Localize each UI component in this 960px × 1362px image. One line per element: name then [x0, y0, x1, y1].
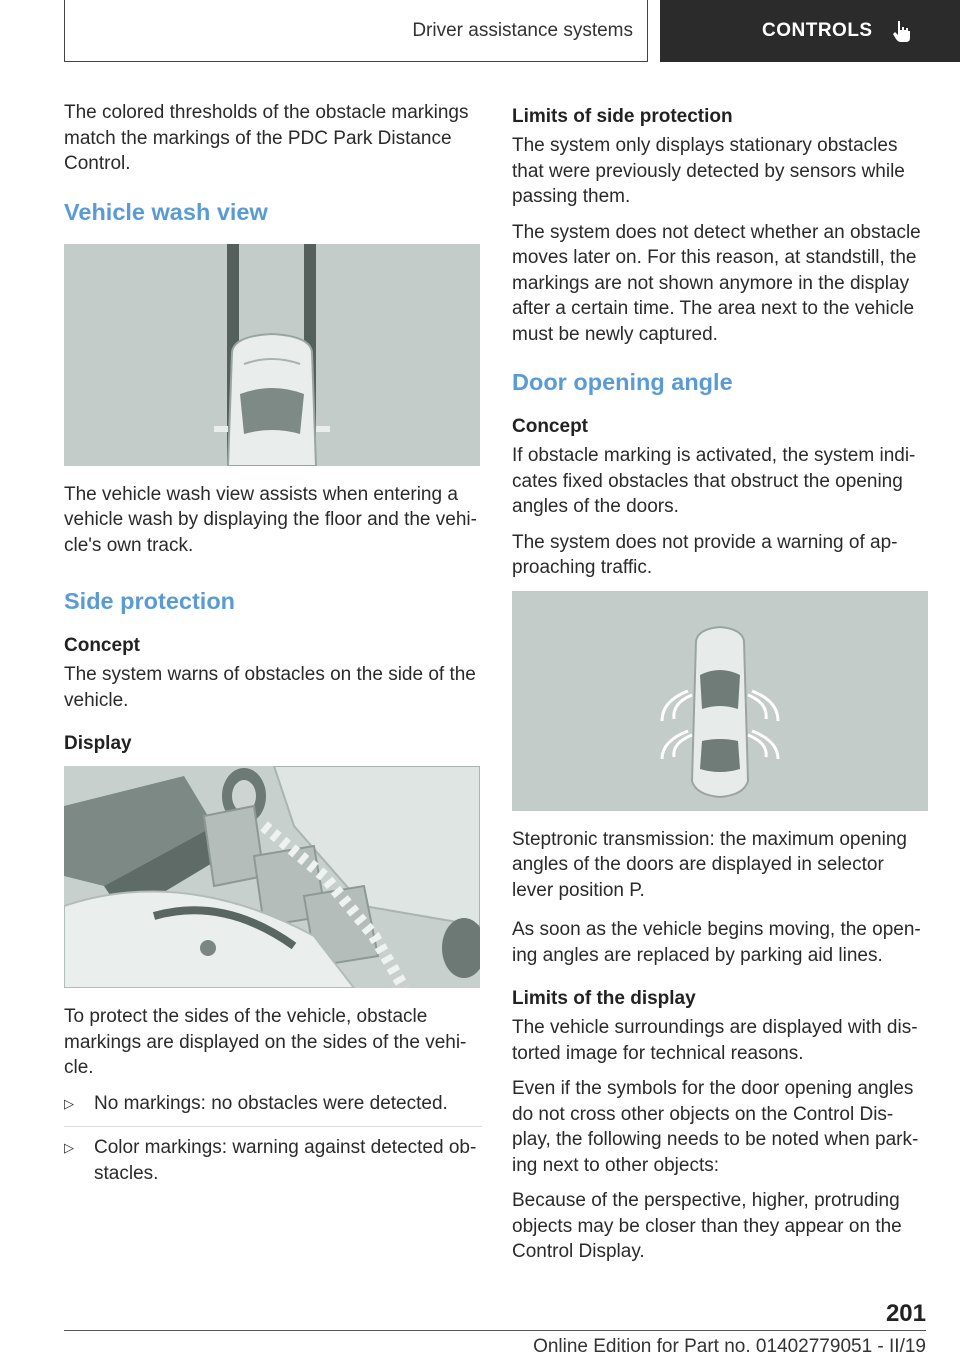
limits-display-p2: Even if the symbols for the door opening angles do not cross other objects on the Control Dis-play, the following needs to be noted when park-ing next to other objects: [512, 1078, 919, 1176]
list-item [64, 1091, 482, 1117]
triangle-bullet-icon: ▷ [64, 1095, 74, 1111]
page-number: 201 [885, 1300, 926, 1327]
vehicle-wash-figure [64, 244, 480, 466]
footer-rule [64, 1330, 926, 1331]
door-angle-figure [512, 591, 928, 811]
limits-p2: The system does not detect whether an obstacle moves later on. For this reason, at standstill, the markings are not shown anymore in the display after a certain time. The area next to the vehicle must be newly captured. [512, 221, 921, 345]
page-header [0, 0, 960, 66]
display-heading: Display [64, 733, 132, 754]
edition-text: Online Edition for Part no. 01402779051 - II/19 [533, 1336, 926, 1357]
bullet-text: Color markings: warning against detected ob-stacles. [94, 1137, 477, 1184]
list-item [64, 1126, 482, 1186]
side-protection-figure [64, 766, 480, 988]
limits-display-heading: Limits of the display [512, 988, 696, 1009]
limits-display-p1: The vehicle surroundings are displayed with dis-torted image for technical reasons. [512, 1017, 918, 1064]
door-opening-heading: Door opening angle [512, 369, 733, 395]
chapter-tab [660, 0, 960, 62]
limits-side-heading: Limits of side protection [512, 106, 733, 127]
door-concept-p2: The system does not provide a warning of ap-proaching traffic. [512, 531, 898, 578]
left-column [64, 100, 482, 1196]
marking-list [64, 1091, 482, 1187]
hand-pointer-icon [889, 18, 915, 44]
vehicle-wash-heading: Vehicle wash view [64, 198, 268, 225]
section-title: Driver assistance systems [64, 0, 648, 62]
triangle-bullet-icon: ▷ [64, 1140, 74, 1155]
door-concept-heading: Concept [512, 416, 588, 437]
concept-heading: Concept [64, 635, 140, 656]
moving-text: As soon as the vehicle begins moving, the open-ing angles are replaced by parking aid lines. [512, 919, 921, 966]
limits-display-p3: Because of the perspective, higher, protruding objects may be closer than they appear on the Control Display. [512, 1190, 902, 1262]
door-concept-p1: If obstacle marking is activated, the system indi-cates fixed obstacles that obstruct the opening angles of the doors. [512, 445, 916, 517]
right-column [512, 104, 930, 1275]
limits-p1: The system only displays stationary obstacles that were previously detected by sensors while passing them. [512, 135, 905, 207]
side-protection-heading: Side protection [64, 588, 236, 614]
chapter-title: CONTROLS [762, 20, 873, 41]
bullet-text: No markings: no obstacles were detected. [94, 1092, 448, 1114]
intro-paragraph: The colored thresholds of the obstacle markings match the markings of the PDC Park Distance Control. [64, 102, 469, 174]
concept-text: The system warns of obstacles on the side of the vehicle. [64, 664, 476, 711]
steptronic-text: Steptronic transmission: the maximum opening angles of the doors are displayed in selector lever position P. [512, 828, 907, 901]
display-text: To protect the sides of the vehicle, obstacle markings are displayed on the sides of the vehi-cle. [64, 1006, 467, 1078]
vehicle-wash-text: The vehicle wash view assists when entering a vehicle wash by displaying the floor and the vehi-cle's own track. [64, 483, 477, 556]
